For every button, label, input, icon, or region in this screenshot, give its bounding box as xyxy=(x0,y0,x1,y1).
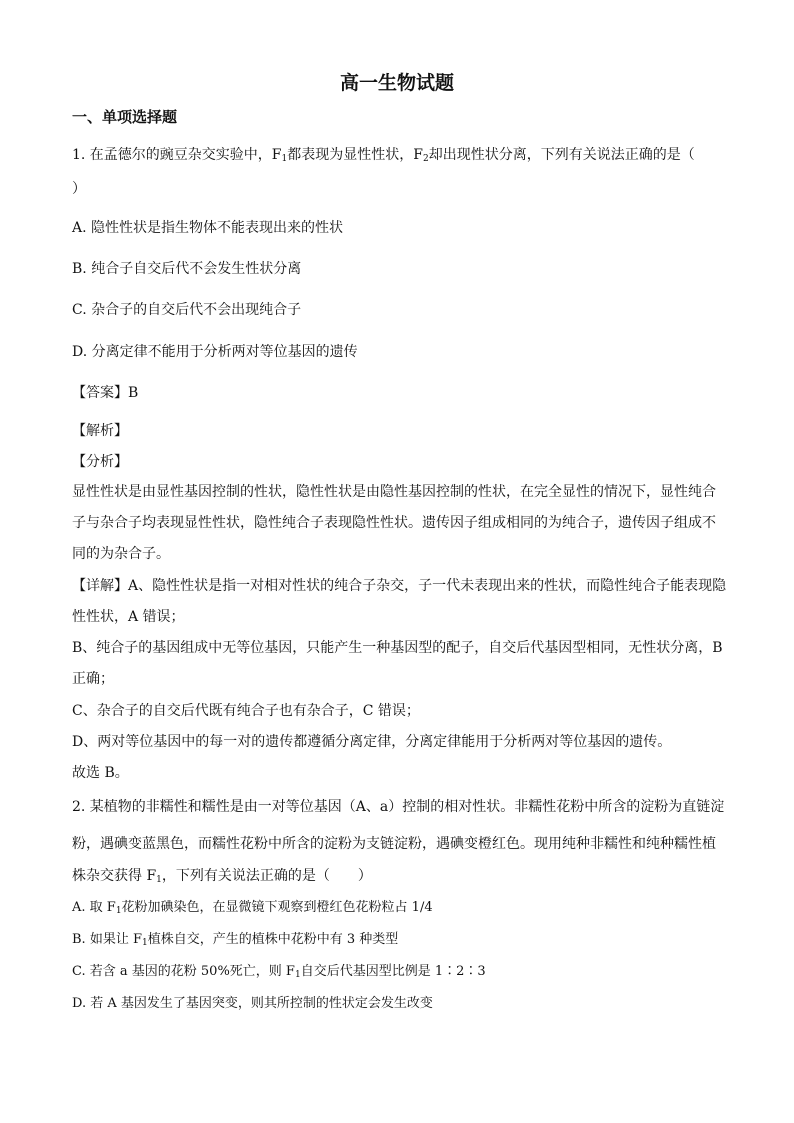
q1-stem-line1 xyxy=(72,145,695,169)
q1-option-c: C. 杂合子的自交后代不会出现纯合子 xyxy=(72,302,302,318)
q1-option-d: D. 分离定律不能用于分析两对等位基因的遗传 xyxy=(72,344,358,360)
q1-option-a: A. 隐性性状是指生物体不能表现出来的性状 xyxy=(72,220,344,236)
q1-detail-line3: B、纯合子的基因组成中无等位基因，只能产生一种基因型的配子，自交后代基因型相同，无性状分离，B xyxy=(72,640,723,656)
q1-fenxi-line1: 显性性状是由显性基因控制的性状，隐性性状是由隐性基因控制的性状，在完全显性的情况下，显性纯合 xyxy=(72,484,716,500)
q2-option-c-subscript: 1 xyxy=(294,970,301,980)
q2-stem-line3 xyxy=(72,866,372,890)
q2-option-c-part-a: C. 若含 a 基因的花粉 50%死亡，则 F xyxy=(72,964,295,979)
q2-option-d: D. 若 A 基因发生了基因突变，则其所控制的性状定会发生改变 xyxy=(72,996,433,1011)
q2-option-b xyxy=(72,930,398,953)
q1-analysis-heading: 【解析】 xyxy=(72,423,128,439)
q1-stem-subscript-1: 1 xyxy=(281,154,288,164)
q2-option-b-subscript: 1 xyxy=(141,938,148,948)
q1-fenxi-line2: 子与杂合子均表现显性性状，隐性纯合子表现隐性性状。遗传因子组成相同的为纯合子，遗传因子组成不 xyxy=(72,515,716,531)
q1-stem-line2: ） xyxy=(72,181,86,197)
q1-stem-part-c: 却出现性状分离，下列有关说法正确的是（ xyxy=(428,147,695,163)
q2-stem-line3-part-b: ，下列有关说法正确的是（ ） xyxy=(161,868,372,884)
q1-detail-line2: 性性状，A 错误； xyxy=(72,609,185,625)
q1-detail-line1: 【详解】A、隐性性状是指一对相对性状的纯合子杂交，子一代未表现出来的性状，而隐性纯合子能表现隐 xyxy=(72,578,727,594)
q1-stem-subscript-2: 2 xyxy=(422,154,429,164)
q2-option-c-part-b: 自交后代基因型比例是 1∶2∶3 xyxy=(300,964,486,979)
q2-stem-line1: 2. 某植物的非糯性和糯性是由一对等位基因（A、a）控制的相对性状。非糯性花粉中所含的淀粉为直链淀 xyxy=(72,799,725,815)
q1-fenxi-heading: 【分析】 xyxy=(72,454,128,470)
q1-stem-part-b: 都表现为显性性状，F xyxy=(287,147,423,163)
q2-stem-subscript: 1 xyxy=(156,875,162,885)
q1-option-b: B. 纯合子自交后代不会发生性状分离 xyxy=(72,261,302,277)
q1-fenxi-line3: 同的为杂合子。 xyxy=(72,546,170,562)
q1-detail-line5: C、杂合子的自交后代既有纯合子也有杂合子，C 错误； xyxy=(72,703,420,719)
q1-stem-part-a: 1. 在孟德尔的豌豆杂交实验中，F xyxy=(72,147,282,163)
q2-option-a-subscript: 1 xyxy=(115,906,122,916)
q1-detail-line6: D、两对等位基因中的每一对的遗传都遵循分离定律，分离定律能用于分析两对等位基因的遗传。 xyxy=(72,734,672,750)
q2-option-c xyxy=(72,962,486,985)
q2-option-b-part-b: 植株自交，产生的植株中花粉中有 3 种类型 xyxy=(147,932,399,947)
q1-detail-line4: 正确； xyxy=(72,671,114,687)
q1-conclusion: 故选 B。 xyxy=(72,765,129,781)
q2-option-a xyxy=(72,898,433,921)
q1-answer: 【答案】B xyxy=(72,385,139,401)
q2-option-a-part-b: 花粉加碘染色，在显微镜下观察到橙红色花粉粒占 1/4 xyxy=(121,900,433,915)
section-heading: 一、单项选择题 xyxy=(72,108,178,126)
page-title: 高一生物试题 xyxy=(339,72,454,94)
q2-option-b-part-a: B. 如果让 F xyxy=(72,932,142,947)
q2-stem-line3-part-a: 株杂交获得 F xyxy=(72,868,157,884)
q2-stem-line2: 粉，遇碘变蓝黑色，而糯性花粉中所含的淀粉为支链淀粉，遇碘变橙红色。现用纯种非糯性和纯种糯性植 xyxy=(72,836,716,852)
q2-option-a-part-a: A. 取 F xyxy=(72,900,116,915)
